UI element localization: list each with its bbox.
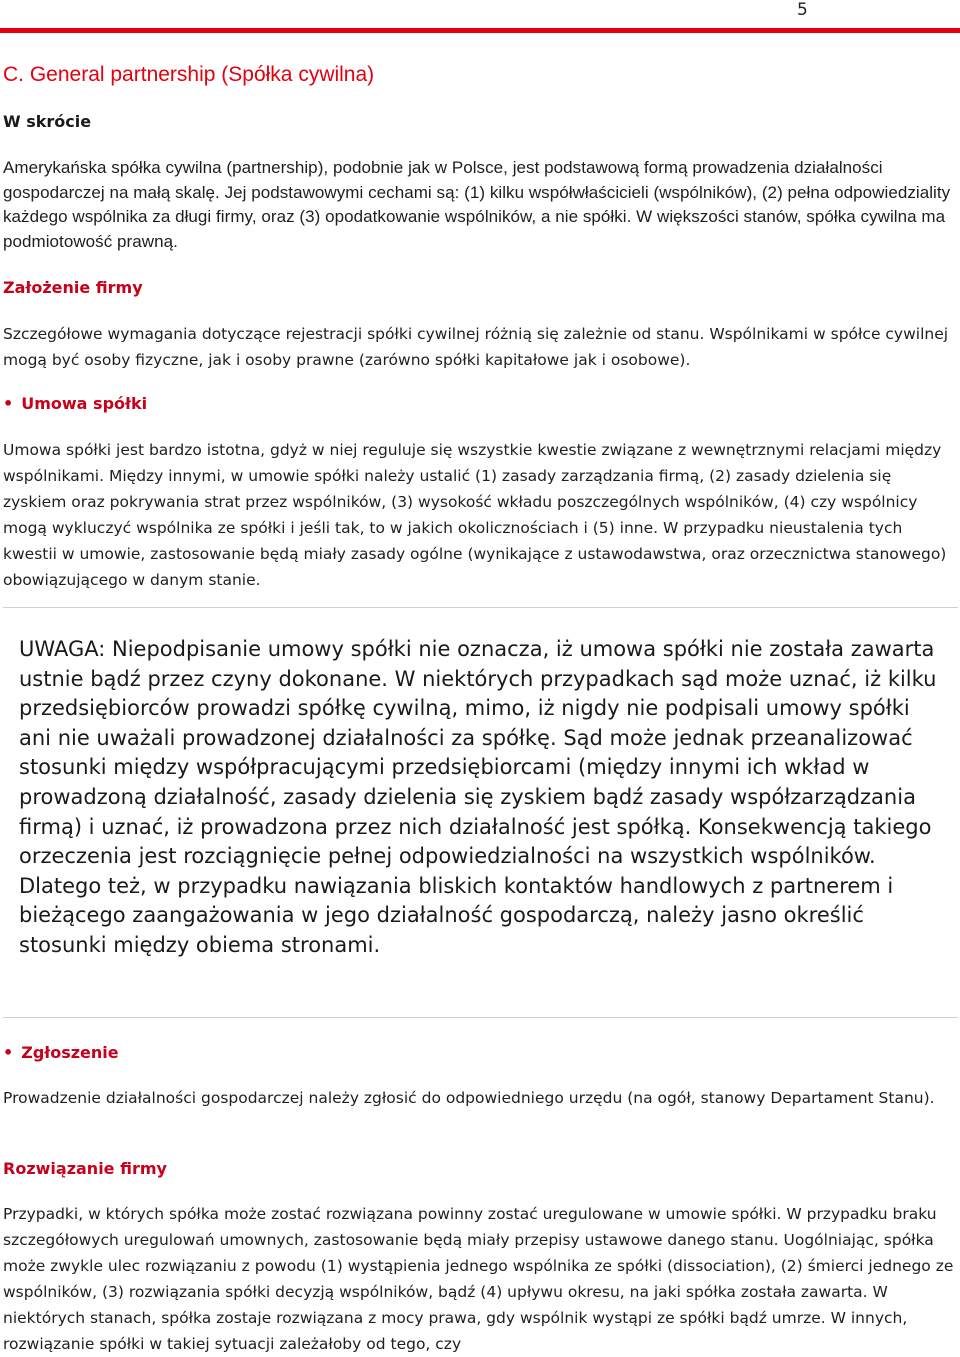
summary-paragraph: Amerykańska spółka cywilna (partnership), podobnie jak w Polsce, jest podstawową formą prowadzenia działalności gospodarczej na małą skalę. Jej podstawowymi cechami są: (1) kilku współwłaścicieli (wspólników), (2) pełna odpowiedziality każdego wspólnika za długi firmy, oraz (3) opodatkowanie wspólników, a nie spółki. W większości stanów, spółka cywilna ma podmiotowość prawną.	[3, 158, 951, 251]
header-rule	[0, 28, 960, 33]
notice-text: UWAGA: Niepodpisanie umowy spółki nie oznacza, iż umowa spółki nie została zawarta ustnie bądź przez czyny dokonane. W niektórych przypadkach sąd może uznać, iż kilku przedsiębiorców prowadzi spółkę cywilną, mimo, iż nigdy nie podpisali umowy spółki ani nie uważali prowadzonej działalności za spółkę. Sąd może jednak przeanalizować stosunki między współpracującymi przedsiębiorcami (między innymi ich wkład w prowadzoną działalność, zasady dzielenia się zyskiem bądź zasady współzarządzania firmą) i uznać, iż prowadzona przez nich działalność jest spółką. Konsekwencją takiego orzeczenia jest rozciągnięcie pełnej odpowiedzialności na wszystkich wspólników. Dlatego też, w przypadku nawiązania bliskich kontaktów handlowych z partnerem i bieżącego zaangażowania w jego działalność gospodarczą, należy jasno określić stosunki między obiema stronami.	[19, 637, 937, 957]
agreement-heading	[3, 394, 147, 413]
agreement-heading-label: Umowa spółki	[21, 394, 148, 413]
section-title: C. General partnership (Spółka cywilna)	[3, 63, 375, 86]
registration-heading	[3, 1043, 119, 1062]
formation-paragraph: Szczegółowe wymagania dotyczące rejestracji spółki cywilnej różnią się zależnie od stanu. Wspólnikami w spółce cywilnej mogą być osoby fizyczne, jak i osoby prawne (zarówno spółki kapitałowe jak i osobowe).	[3, 325, 949, 369]
bullet-icon: •	[3, 1043, 14, 1062]
page-number: 5	[797, 0, 808, 20]
registration-paragraph: Prowadzenie działalności gospodarczej należy zgłosić do odpowiedniego urzędu (na ogół, stanowy Departament Stanu).	[3, 1089, 935, 1107]
formation-heading: Założenie firmy	[3, 278, 143, 297]
dissolution-heading: Rozwiązanie firmy	[3, 1159, 167, 1178]
bullet-icon: •	[3, 394, 14, 413]
agreement-paragraph: Umowa spółki jest bardzo istotna, gdyż w niej reguluje się wszystkie kwestie związane z wewnętrznymi relacjami między wspólnikami. Między innymi, w umowie spółki należy ustalić (1) zasady zarządzania firmą, (2) zasady dzielenia się zyskiem oraz pokrywania strat przez wspólników, (3) wysokość wkładu poszczególnych wspólników, (4) czy wspólnicy mogą wykluczyć wspólnika ze spółki i jeśli tak, to w jakich okolicznościach i (5) inne. W przypadku nieustalenia tych kwestii w umowie, zastosowanie będą miały zasady ogólne (wynikające z ustawodawstwa, oraz orzecznictwa stanowego) obowiązującego w danym stanie.	[3, 441, 947, 589]
registration-heading-label: Zgłoszenie	[21, 1043, 119, 1062]
dissolution-paragraph: Przypadki, w których spółka może zostać rozwiązana powinny zostać uregulowane w umowie spółki. W przypadku braku szczegółowych uregulowań umownych, zastosowanie będą miały przepisy ustawowe danego stanu. Uogólniając, spółka może zwykle ulec rozwiązaniu z powodu (1) wystąpienia jednego wspólnika ze spółki (dissociation), (2) śmierci jednego ze wspólników, (3) rozwiązania spółki decyzją wspólników, bądź (4) upływu okresu, na jaki spółka została zawarta. W niektórych stanach, spółka zostaje rozwiązana z mocy prawa, gdy wspólnik wystąpi ze spółki bądź umrze. W innych, rozwiązanie spółki w takiej sytuacji zależałoby od tego, czy	[3, 1205, 954, 1353]
summary-heading: W skrócie	[3, 112, 92, 131]
notice-box	[3, 607, 958, 1018]
